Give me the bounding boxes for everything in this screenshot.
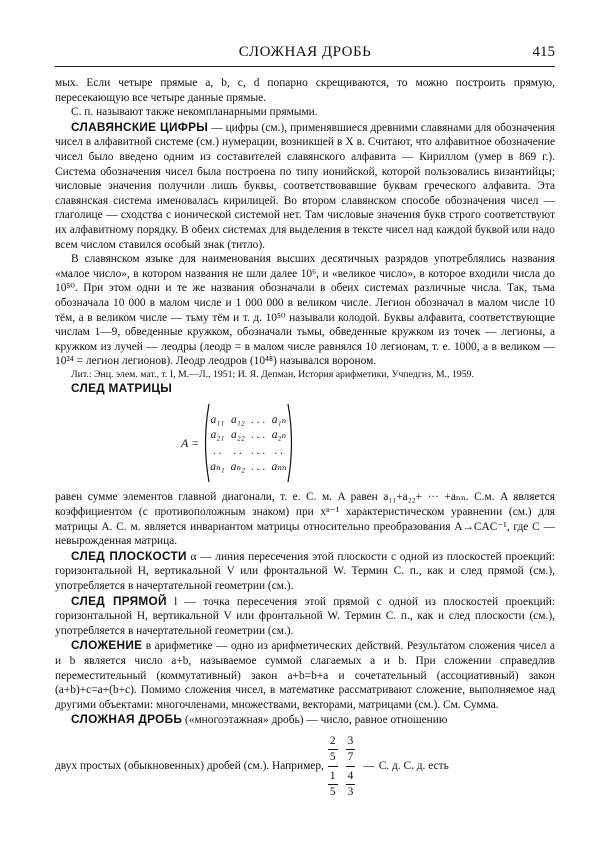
paragraph-skew-lines: С. п. называют также некомпланарными прямыми.: [71, 106, 318, 119]
example-tail-text: С. д. С. д. есть: [378, 760, 449, 773]
example-lead-text: двух простых (обыкновенных) дробей (см.). Например,: [55, 760, 324, 773]
entry-line-trace: [55, 594, 555, 639]
page-number: 415: [532, 44, 555, 60]
entry-slavic-digits: [55, 120, 555, 252]
matrix-cell: . .: [233, 444, 243, 457]
running-header: [55, 38, 555, 67]
fraction-numerator: [346, 734, 356, 767]
header-title: СЛОЖНАЯ ДРОБЬ: [238, 44, 372, 60]
matrix-cell: . . .: [251, 444, 266, 457]
digit: 5: [329, 785, 336, 798]
matrix-cell: a₂₂: [230, 429, 245, 442]
entry-matrix-trace: [55, 381, 555, 397]
fraction-numerator: [328, 734, 338, 767]
entry-text: — цифры (см.), применявшиеся древними славянами для обозначения чисел в алфавитной системе (см.) нумерации, возникшей в X в. Считают, что алфавитное обозначение чисел было введено одним из составителей славянского алфавита — Кириллом (умер в 869 г.). Система обозначения чисел была построена по типу ионийской, которой пользовались византийцы; числовые значения получили лишь буквы, соответствовавшие буквам греческого алфавита. Эта славянская система именовалась кирилицей. Во втором славянском способе обозначения чисел — глаголице — сходства с ионической системой нет. Там числовые значения букв строго соответствуют их алфавитному порядку. В обеих системах для выделения в тексте чисел над каждой буквой или надо всем числом ставился особый знак (титло).: [55, 121, 555, 251]
entry-complex-fraction: [55, 712, 555, 728]
matrix-label: A =: [181, 436, 200, 451]
matrix-cell: a₁₂: [230, 413, 245, 426]
entry-heading: СЛОЖЕНИЕ: [71, 638, 143, 653]
entry-addition: [55, 638, 555, 712]
entry-heading: СЛОЖНАЯ ДРОБЬ: [71, 712, 183, 727]
left-paren: [201, 403, 210, 483]
entry-plane-trace: [55, 549, 555, 594]
entry-heading: СЛЕД ПЛОСКОСТИ: [71, 548, 187, 563]
complex-fraction-1: [328, 734, 338, 799]
matrix-cell: aₙ₂: [230, 460, 246, 473]
matrix-cell: . . .: [251, 413, 266, 426]
literature-reference: Лит.: Энц. элем. мат., т. I, М.—Л., 1951; И. Я. Депман, История арифметики, Учпедгиз, М., 1959.: [71, 368, 474, 380]
matrix-formula: [181, 400, 555, 486]
matrix-cell: . .: [213, 444, 222, 457]
digit: 5: [329, 750, 336, 763]
matrix-cell: a₁ₙ: [271, 413, 287, 426]
matrix-cell: a₁₁: [210, 413, 225, 426]
digit: 3: [346, 734, 356, 750]
digit: 3: [347, 785, 354, 798]
matrix-cell: . . .: [251, 429, 266, 442]
matrix-grid: [210, 413, 286, 474]
article-body: [55, 76, 555, 799]
paragraph-continuation: мых. Если четыре прямые a, b, c, d попарно скрещиваются, то можно построить прямую, пересекающую все четыре данные прямые.: [55, 77, 555, 104]
entry-text: в арифметике — одно из арифметических действий. Результатом сложения чисел a и b является число a+b, называемое суммой слагаемых a и b. При сложении справедлив переместительный (коммутативный) закон a+b=b+a и сочетательный (ассоциативный) закон (a+b)+c=a+(b+c). Помимо сложения чисел, в математике рассматривают сложение, выполняемое над другими объектами: многочленами, множествами, векторами, матрицами (см.). См. Сумма.: [55, 640, 555, 711]
paragraph-matrix-trace: равен сумме элементов главной диагонали, т. е. С. м. A равен a₁₁+a₂₂+ ··· +aₙₙ. С.м. A является коэффициентом (с противоположным знаком) при xⁿ⁻¹ характеристическом уравнении (см.) для матрицы A. С. м. является инвариантом матрицы относительно преобразования A→CAC⁻¹, где C — невырожденная матрица.: [55, 491, 555, 548]
paragraph-slavic-names: В славянском языке для наименования высших десятичных разрядов употреблялись названия «малое число», в котором названия не шли далее 10⁶, и «великое число», в которое входили числа до 10⁵⁰. При этом одни и те же названия обозначали в обеих системах различные числа. Так, тьма обозначала 10 000 в малом числе и 1 000 000 в великом числе. Легион обозначал в малом числе 10 тём, а в великом числе — тьму тём и т. д. 10⁵⁰ называли колодой. Буквы алфавита, соответствующие числам 1—9, обведенные кружком, обозначали тьмы, обведенные кружком из точек — легионы, а кружком из лучей — леодры (леодр = в малом числе равнялся 10 легионам, т. е. 1000, а в великом — 10²⁴ = легион легионов). Леодр леодров (10⁴⁸) назывался вороном.: [55, 253, 555, 368]
entry-text: l — точка пересечения этой прямой с одной из плоскостей проекций: горизонтальной H, вертикальной V или фронтальной W. Термин С. п., как и след плоскости (см.), употребляется в начертательной геометрии (см.).: [55, 595, 555, 637]
right-paren: [287, 403, 296, 483]
digit: 4: [346, 769, 356, 785]
complex-fraction-2: [346, 734, 356, 799]
digit: 1: [328, 769, 338, 785]
page: [55, 38, 555, 799]
matrix-cell: aₙ₁: [210, 460, 225, 473]
matrix-cell: a₂ₙ: [271, 429, 287, 442]
entry-heading: СЛАВЯНСКИЕ ЦИФРЫ: [71, 119, 209, 134]
entry-heading: СЛЕД МАТРИЦЫ: [71, 380, 173, 395]
matrix-cell: aₙₙ: [271, 460, 287, 473]
digit: 7: [347, 750, 354, 763]
matrix-cell: . .: [274, 444, 284, 457]
entry-heading: СЛЕД ПРЯМОЙ: [71, 593, 167, 608]
fraction-example: [55, 734, 555, 799]
entry-text: («многоэтажная» дробь) — число, равное отношению: [182, 714, 448, 727]
digit: 2: [328, 734, 338, 750]
matrix-cell: a₂₁: [210, 429, 225, 442]
fraction-denominator: [328, 767, 338, 799]
fraction-pair: [324, 734, 359, 799]
entry-text: α — линия пересечения этой плоскости с одной из плоскостей проекций: горизонтальной H, вертикальной V или фронтальной W. Термин С. п., как и след прямой (см.), употребляется в начертательной геометрии (см.).: [55, 550, 556, 593]
fraction-denominator: [346, 767, 356, 799]
em-dash: —: [363, 760, 375, 773]
matrix-cell: . . .: [251, 460, 266, 473]
